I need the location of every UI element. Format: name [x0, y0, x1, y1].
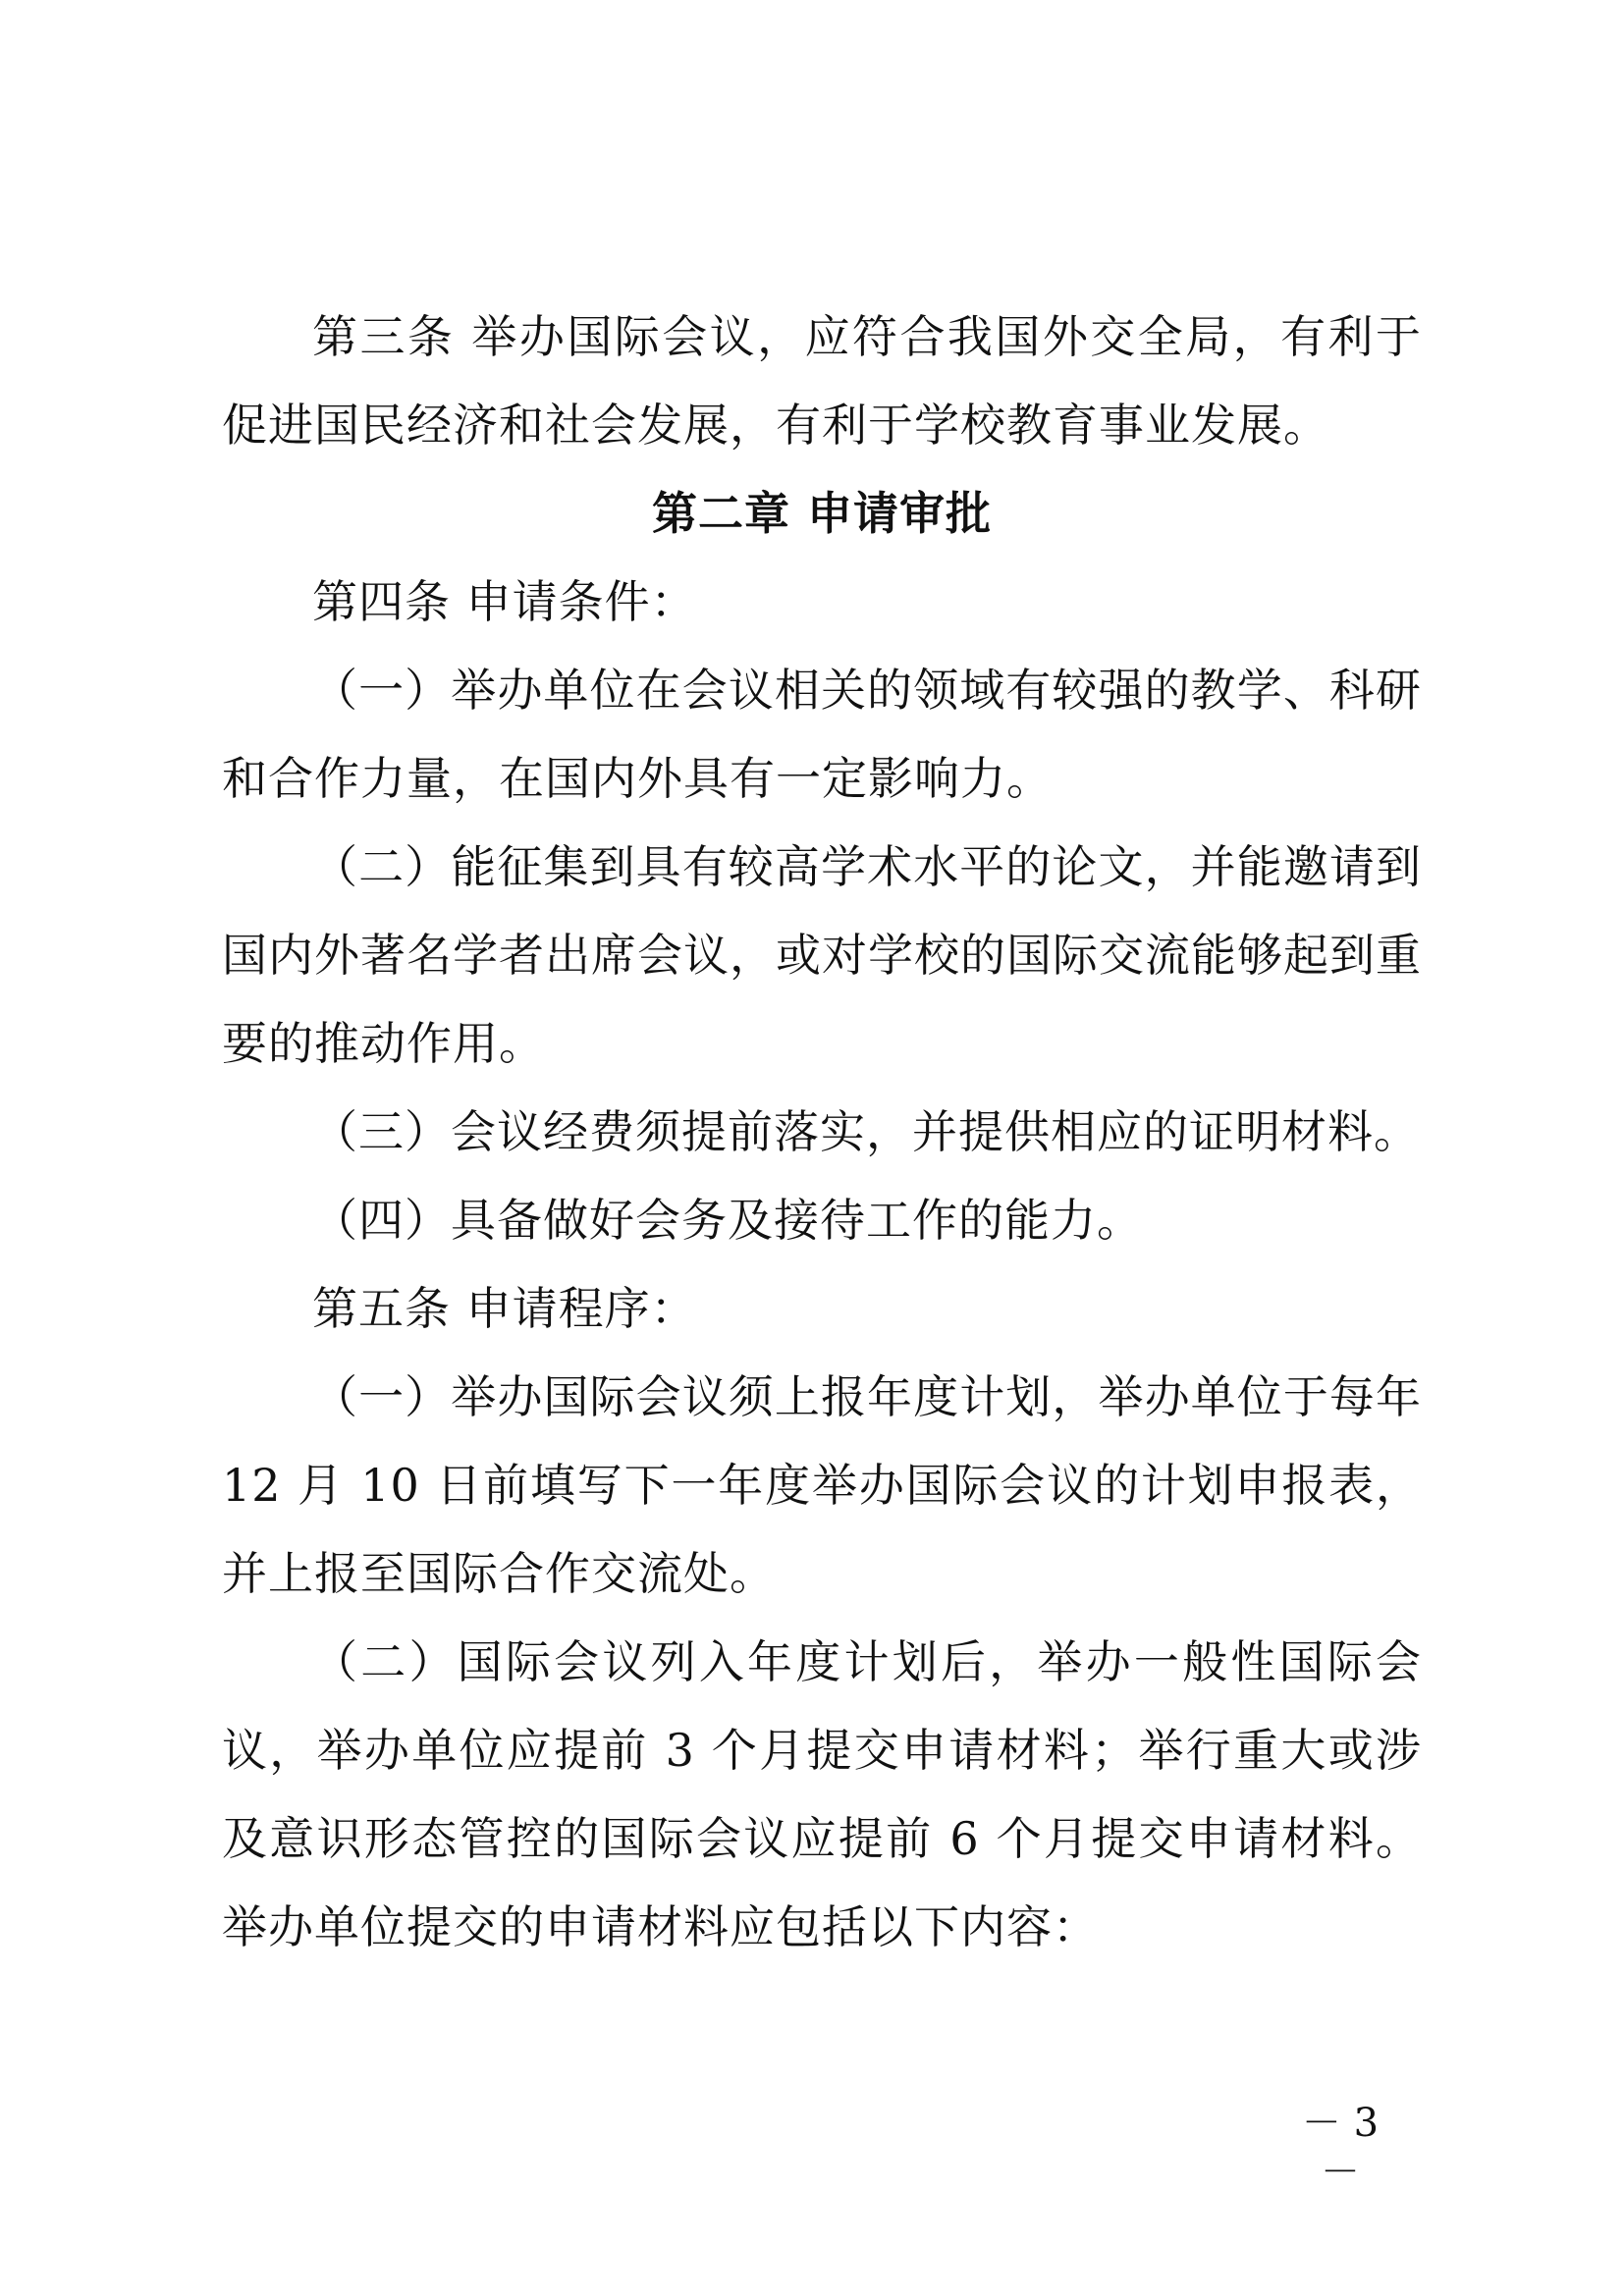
- page-number: － 3 －: [1301, 2101, 1380, 2195]
- page-content: [222, 293, 1422, 1971]
- article-5-item-2: （二）国际会议列入年度计划后，举办一般性国际会议，举办单位应提前 3 个月提交申请材料；举行重大或涉及意识形态管控的国际会议应提前 6 个月提交申请材料。举办单位提交的申请材料应包括以下内容：: [222, 1635, 1422, 1953]
- article-4-item-3: （三）会议经费须提前落实，并提供相应的证明材料。: [312, 1105, 1420, 1158]
- article-4-item-1: （一）举办单位在会议相关的领域有较强的教学、科研和合作力量，在国内外具有一定影响力。: [222, 664, 1422, 805]
- article-4-item-4: （四）具备做好会务及接待工作的能力。: [312, 1194, 1143, 1247]
- article-3-paragraph: 第三条 举办国际会议，应符合我国外交全局，有利于促进国民经济和社会发展，有利于学校教育事业发展。: [222, 310, 1422, 452]
- article-4-item-2: （二）能征集到具有较高学术水平的论文，并能邀请到国内外著名学者出席会议，或对学校的国际交流能够起到重要的推动作用。: [222, 840, 1422, 1070]
- chapter-heading: 第二章 申请审批: [651, 487, 992, 540]
- article-5-title: 第五条 申请程序：: [312, 1282, 697, 1335]
- article-4-title: 第四条 申请条件：: [312, 575, 697, 628]
- article-5-item-1: （一）举办国际会议须上报年度计划，举办单位于每年 12 月 10 日前填写下一年度举办国际会议的计划申报表，并上报至国际合作交流处。: [222, 1370, 1422, 1600]
